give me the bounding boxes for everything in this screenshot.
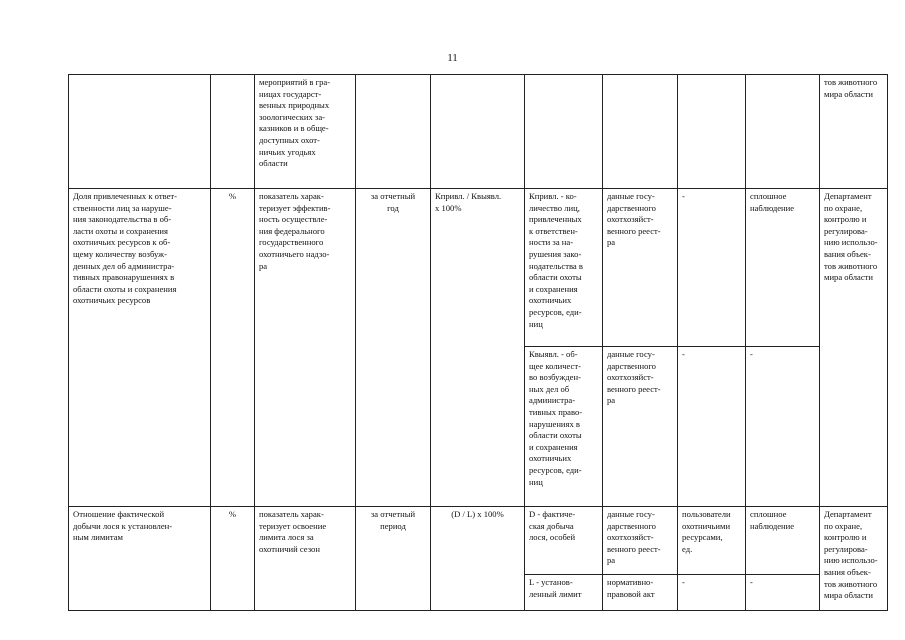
source-cell: данные госу- дарственного охотхозяйст- венного реест- ра	[603, 189, 678, 347]
responsible-cell: Департамент по охране, контролю и регулирова- нию использо- вания объек- тов животного мира области	[820, 507, 888, 611]
formula-cell: Кпривл. / Квыявл. x 100%	[431, 189, 525, 507]
method-cell: сплошное наблюдение	[746, 189, 820, 347]
source-cell: данные госу- дарственного охотхозяйст- венного реест- ра	[603, 507, 678, 575]
variable-cell: D - фактиче- ская добыча лося, особей	[525, 507, 603, 575]
method-cell: -	[746, 575, 820, 611]
responsible-cell: тов животного мира области	[820, 75, 888, 189]
period-cell: за отчетный период	[356, 507, 431, 611]
variable-cell	[525, 75, 603, 189]
indicator-name-cell: Отношение фактической добычи лося к установлен- ным лимитам	[69, 507, 211, 611]
table-row	[69, 507, 888, 575]
variable-cell: Кпривл. - ко- личество лиц, привлеченных к ответствен- ности за на- рушения зако- нодательства в области охоты и сохранения охотничьих ресурсов, еди- ниц	[525, 189, 603, 347]
table-row	[69, 75, 888, 189]
provider-cell: -	[678, 347, 746, 507]
indicator-name-cell	[69, 75, 211, 189]
indicator-name-cell: Доля привлеченных к ответ- ственности лиц за наруше- ния законодательства в об- ласти охоты и сохранения охотничьих ресурсов к об- щему количеству возбуж- денных дел об администра- тивных правонарушениях в области охоты и сохранения охотничьих ресурсов	[69, 189, 211, 507]
provider-cell: пользователи охотничьими ресурсами, ед.	[678, 507, 746, 575]
unit-cell: %	[211, 189, 255, 507]
description-cell: показатель харак- теризует освоение лимита лося за охотничий сезон	[255, 507, 356, 611]
period-cell: за отчетный год	[356, 189, 431, 507]
source-cell: данные госу- дарственного охотхозяйст- венного реест- ра	[603, 347, 678, 507]
provider-cell	[678, 75, 746, 189]
table-row	[69, 189, 888, 347]
provider-cell: -	[678, 575, 746, 611]
period-cell	[356, 75, 431, 189]
method-cell: сплошное наблюдение	[746, 507, 820, 575]
provider-cell: -	[678, 189, 746, 347]
method-cell	[746, 75, 820, 189]
method-cell: -	[746, 347, 820, 507]
variable-cell: Квыявл. - об- щее количест- во возбужден- ных дел об администра- тивных право- нарушениях в области охоты и сохранения охотничьих ресурсов, еди- ниц	[525, 347, 603, 507]
page-number: 11	[447, 52, 458, 64]
formula-cell	[431, 75, 525, 189]
event-text-cell: мероприятий в гра- ницах государст- венных природных зоологических за- казников и в обще- доступных охот- ничьих угодьях области	[255, 75, 356, 189]
formula-cell: (D / L) x 100%	[431, 507, 525, 611]
source-cell: нормативно- правовой акт	[603, 575, 678, 611]
variable-cell: L - установ- ленный лимит	[525, 575, 603, 611]
responsible-cell: Департамент по охране, контролю и регулирова- нию использо- вания объек- тов животного мира области	[820, 189, 888, 507]
indicator-table	[68, 74, 888, 611]
description-cell: показатель харак- теризует эффектив- ность осуществле- ния федерального государственного охотничьего надзо- ра	[255, 189, 356, 507]
unit-cell: %	[211, 507, 255, 611]
unit-cell	[211, 75, 255, 189]
source-cell	[603, 75, 678, 189]
